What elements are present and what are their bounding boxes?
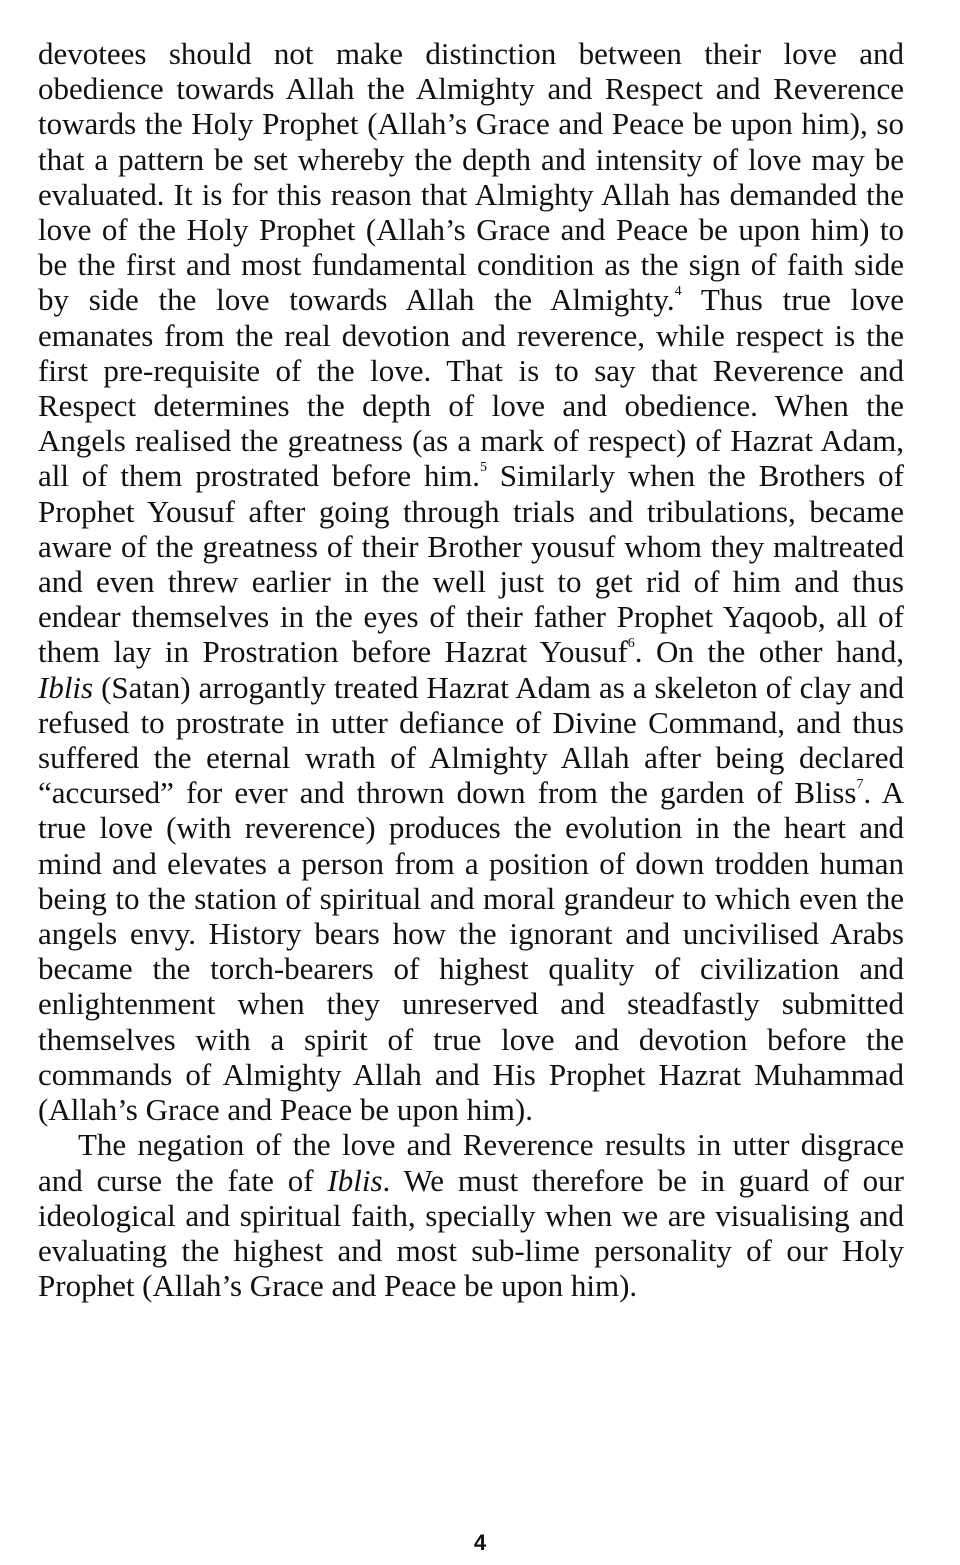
paragraph-1 bbox=[38, 36, 904, 1127]
text-run: . We must therefore be in guard of our ideological and spiritual faith, specially when we are visualising and evaluating the highest and most sub-lime personality of our Holy Prophet (Allah’s Grace and Peace be upon him). bbox=[38, 1162, 904, 1304]
footnote-ref-5: 5 bbox=[479, 460, 487, 476]
text-run: . On the other hand, bbox=[634, 634, 904, 670]
footnote-ref-4: 4 bbox=[674, 284, 682, 300]
italic-term-iblis: Iblis bbox=[38, 669, 94, 705]
paragraph-2 bbox=[38, 1127, 904, 1303]
page-number: 4 bbox=[473, 1530, 487, 1555]
text-run: The negation of the love and Reverence results in utter disgrace and curse the fate of bbox=[38, 1127, 904, 1198]
text-run: Thus true love emanates from the real devotion and reverence, while respect is the first pre-requisite of the love. That is to say that Reverence and Respect determines the depth of love and obedience. When the Angels realised the greatness (as a mark of respect) of Hazrat Adam, all of them prostrated before him. bbox=[38, 282, 904, 494]
document-page bbox=[38, 36, 904, 1303]
text-run: . A true love (with reverence) produces the evolution in the heart and mind and elevates a person from a position of down trodden human being to the station of spiritual and moral grandeur to which even the angels envy. History bears how the ignorant and uncivilised Arabs became the torch-bearers of highest quality of civilization and enlightenment when they unreserved and steadfastly submitted themselves with a spirit of true love and devotion before the commands of Almighty Allah and His Prophet Hazrat Muhammad (Allah’s Grace and Peace be upon him). bbox=[38, 775, 904, 1128]
text-run: Similarly when the Brothers of Prophet Yousuf after going through trials and tribulations, became aware of the greatness of their Brother yousuf whom they maltreated and even threw earlier in the well just to get rid of him and thus endear themselves in the eyes of their father Prophet Yaqoob, all of them lay in Prostration before Hazrat Yousuf bbox=[38, 458, 904, 670]
footnote-ref-6: 6 bbox=[627, 636, 635, 652]
text-run: (Satan) arrogantly treated Hazrat Adam as a skeleton of clay and refused to prostrate in utter defiance of Divine Command, and thus suffered the eternal wrath of Almighty Allah after being declared “accursed” for ever and thrown down from the garden of Bliss bbox=[38, 669, 904, 811]
text-run: devotees should not make distinction between their love and obedience towards Allah the Almighty and Respect and Reverence towards the Holy Prophet (Allah’s Grace and Peace be upon him), so that a pattern be set whereby the depth and intensity of love may be evaluated. It is for this reason that Almighty Allah has demanded the love of the Holy Prophet (Allah’s Grace and Peace be upon him) to be the first and most fundamental condition as the sign of faith side by side the love towards Allah the Almighty. bbox=[38, 36, 904, 318]
footnote-ref-7: 7 bbox=[856, 776, 864, 792]
italic-term-iblis: Iblis bbox=[327, 1162, 383, 1198]
